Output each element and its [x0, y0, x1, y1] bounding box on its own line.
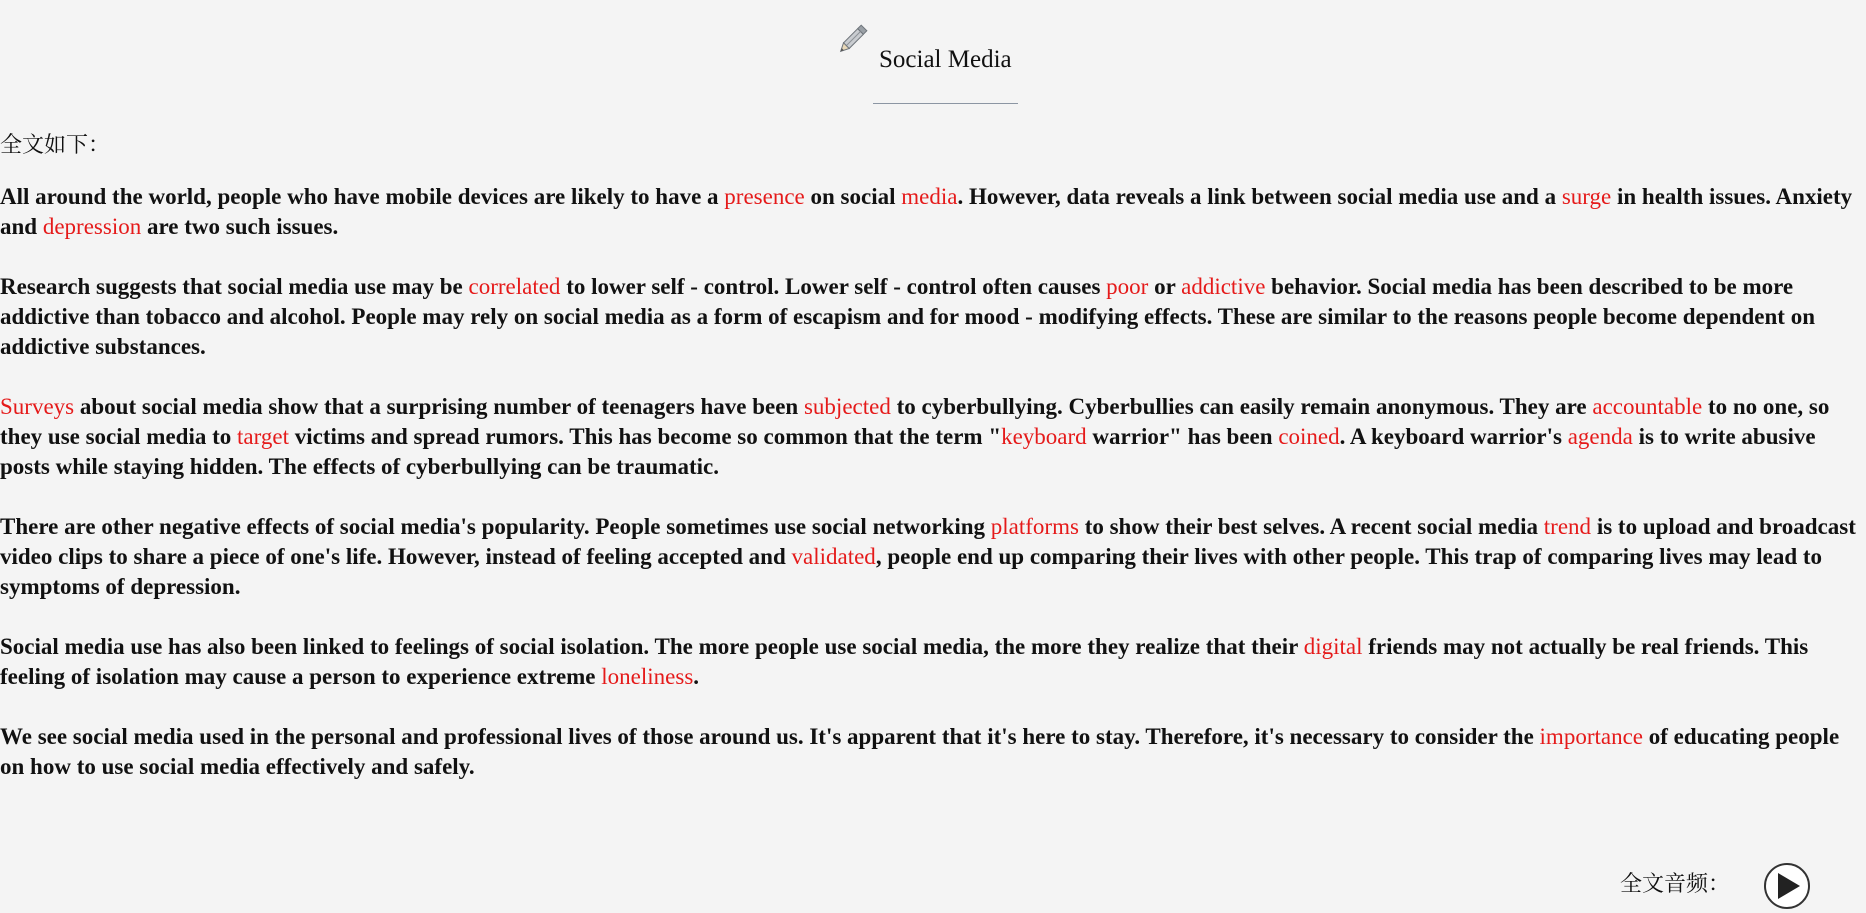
paragraph-text: All around the world, people who have mobile devices are likely to have a [0, 184, 725, 209]
paragraph-text: warrior" has been [1086, 424, 1279, 449]
vocab-highlight: media [901, 184, 958, 209]
vocab-highlight: addictive [1181, 274, 1266, 299]
paragraph-text: is to upload and broadcast video clips to share a piece of one's life. However, instead of feeling accepted and [0, 514, 1856, 569]
paragraph-text: on social [804, 184, 902, 209]
vocab-highlight: digital [1303, 634, 1363, 659]
paragraph-text: Social media use has also been linked to feelings of social isolation. The more people use social media, the more they realize that their [0, 634, 1304, 659]
article-paragraph [0, 272, 1860, 362]
full-text-label: 全文如下： [0, 133, 111, 158]
audio-player [1620, 857, 1840, 913]
title-divider [873, 103, 1018, 104]
audio-label: 全文音频： [1620, 872, 1731, 897]
paragraph-text: to show their best selves. A recent social media [1078, 514, 1544, 539]
paragraph-text: is to write abusive posts while staying hidden. The effects of cyberbullying can be traumatic. [0, 424, 1816, 479]
vocab-highlight: agenda [1567, 424, 1633, 449]
article-paragraph [0, 632, 1860, 692]
vocab-highlight: depression [42, 214, 142, 239]
vocab-highlight: accountable [1592, 394, 1703, 419]
play-button[interactable] [1764, 863, 1810, 909]
vocab-highlight: importance [1539, 724, 1644, 749]
paragraph-text: or [1148, 274, 1182, 299]
paragraph-text: . However, data reveals a link between social media use and a [957, 184, 1562, 209]
paragraph-text: behavior. Social media has been described to be more addictive than tobacco and alcohol. People may rely on social media as a form of escapism and for mood - modifying effects. These are similar to the reasons people become dependent on addictive substances. [0, 274, 1815, 359]
vocab-highlight: trend [1543, 514, 1592, 539]
vocab-highlight: correlated [468, 274, 561, 299]
vocab-highlight: keyboard [1001, 424, 1087, 449]
paragraph-text: There are other negative effects of social media's popularity. People sometimes use social networking [0, 514, 991, 539]
paragraph-text: We see social media used in the personal and professional lives of those around us. It's apparent that it's here to stay. Therefore, it's necessary to consider the [0, 724, 1540, 749]
article-paragraph [0, 512, 1860, 602]
paragraph-text: . [693, 664, 700, 689]
paragraph-text: to no one, so they use social media to [0, 394, 1830, 449]
article-body [0, 182, 1860, 812]
paragraph-text: in health issues. Anxiety and [0, 184, 1853, 239]
paragraph-text: Research suggests that social media use may be [0, 274, 469, 299]
play-icon [1778, 873, 1800, 899]
vocab-highlight: subjected [803, 394, 891, 419]
vocab-highlight: presence [724, 184, 805, 209]
article-paragraph [0, 392, 1860, 482]
vocab-highlight: target [237, 424, 289, 449]
vocab-highlight: Surveys [0, 394, 75, 419]
paragraph-text: are two such issues. [141, 214, 339, 239]
paragraph-text: to lower self - control. Lower self - control often causes [560, 274, 1107, 299]
vocab-highlight: platforms [990, 514, 1079, 539]
paragraph-text: friends may not actually be real friends. This feeling of isolation may cause a person to experience extreme [0, 634, 1809, 689]
vocab-highlight: validated [791, 544, 876, 569]
article-paragraph [0, 722, 1860, 782]
paragraph-text: of educating people on how to use social media effectively and safely. [0, 724, 1840, 779]
paragraph-text: . A keyboard warrior's [1339, 424, 1568, 449]
vocab-highlight: coined [1278, 424, 1340, 449]
page-header [0, 0, 1866, 110]
article-paragraph [0, 182, 1860, 242]
paragraph-text: about social media show that a surprising number of teenagers have been [74, 394, 804, 419]
vocab-highlight: surge [1561, 184, 1612, 209]
paragraph-text: to cyberbullying. Cyberbullies can easily remain anonymous. They are [890, 394, 1593, 419]
vocab-highlight: loneliness [601, 664, 694, 689]
paragraph-text: victims and spread rumors. This has become so common that the term " [288, 424, 1002, 449]
page-title: Social Media [879, 46, 1012, 73]
vocab-highlight: poor [1106, 274, 1149, 299]
pencil-icon [835, 22, 869, 58]
paragraph-text: , people end up comparing their lives with other people. This trap of comparing lives may lead to symptoms of depression. [0, 544, 1823, 599]
